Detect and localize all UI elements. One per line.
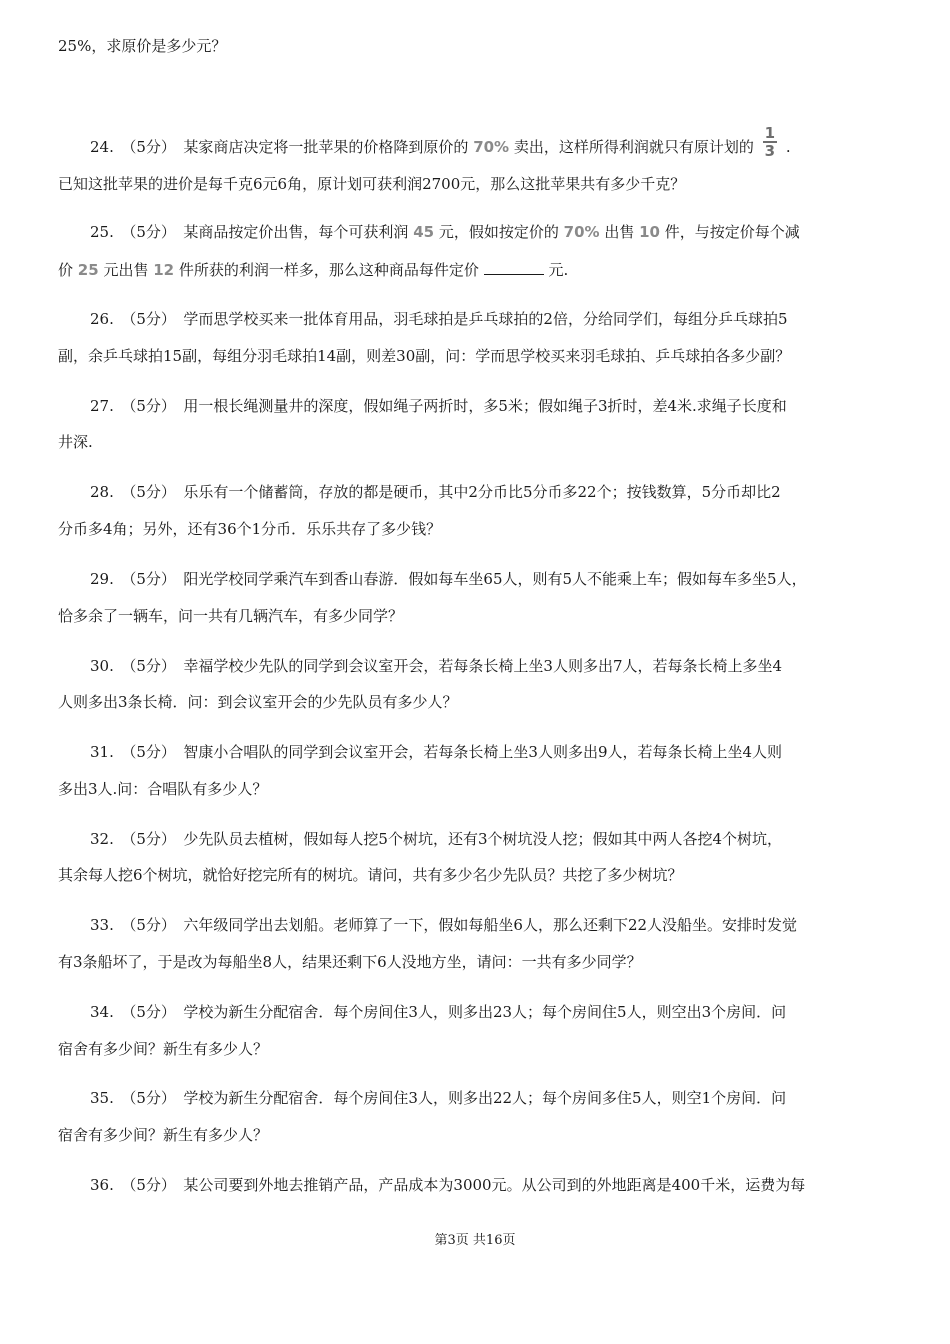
question-29-line-2: 恰多余了一辆车，问一共有几辆汽车，有多少同学？ [58,607,404,625]
question-27-line-1: 27. （5分） 用一根长绳测量井的深度，假如绳子两折时，多5米；假如绳子3折时，差4米.求绳子长度和 [90,397,787,415]
question-32-line-1: 32. （5分） 少先队员去植树，假如每人挖5个树坑，还有3个树坑没人挖；假如其中两人各挖4个树坑， [90,830,783,848]
q25-text-h: 元. [548,261,569,279]
q25-percent-70: 70% [563,223,600,241]
question-28-line-2: 分币多4角；另外，还有36个1分币．乐乐共存了多少钱？ [58,520,442,538]
q25-text-b: 元，假如按定价的 [438,223,559,241]
question-35-line-1: 35. （5分） 学校为新生分配宿舍．每个房间住3人，则多出22人；每个房间多住5人，则空1个房间．问 [90,1089,787,1107]
q24-percent: 70% [473,138,510,156]
question-26-line-2: 副，余乒乓球拍15副，每组分羽毛球拍14副，则差30副，问：学而思学校买来羽毛球拍、乒乓球拍各多少副？ [58,347,791,365]
question-25-line-2 [58,260,568,280]
question-29-line-1: 29. （5分） 阳光学校同学乘汽车到香山春游．假如每车坐65人，则有5人不能乘上车；假如每车多坐5人， [90,570,807,588]
question-31-line-2: 多出3人.问：合唱队有多少人？ [58,780,268,798]
question-34-line-1: 34. （5分） 学校为新生分配宿舍．每个房间住3人，则多出23人；每个房间住5人，则空出3个房间．问 [90,1003,787,1021]
q25-text-d: 件，与按定价每个减 [664,223,800,241]
q25-text-f: 元出售 [103,261,149,279]
question-27-line-2: 井深. [58,433,93,451]
q25-num-12: 12 [153,261,175,279]
page-footer: 第3页 共16页 [434,1233,516,1248]
question-24-line-2: 已知这批苹果的进价是每千克6元6角，原计划可获利润2700元，那么这批苹果共有多少千克？ [58,175,686,193]
q25-answer-blank[interactable] [484,260,544,275]
question-25-line-1 [90,222,800,242]
question-32-line-2: 其余每人挖6个树坑，就恰好挖完所有的树坑。请问，共有多少名少先队员？共挖了多少树坑？ [58,866,683,884]
q25-text-a: 25. （5分） 某商品按定价出售，每个可获利润 [90,223,409,241]
q24-text-b: 卖出，这样所得利润就只有原计划的 [513,138,754,156]
question-33-line-1: 33. （5分） 六年级同学出去划船。老师算了一下，假如每船坐6人，那么还剩下22人没船坐。安排时发觉 [90,916,798,934]
question-26-line-1: 26. （5分） 学而思学校买来一批体育用品，羽毛球拍是乒乓球拍的2倍，分给同学们，每组分乒乓球拍5 [90,310,788,328]
question-34-line-2: 宿舍有多少间？新生有多少人？ [58,1040,269,1058]
q25-text-c: 出售 [604,223,635,241]
q24-text-c: . [785,138,791,156]
question-33-line-2: 有3条船坏了，于是改为每船坐8人，结果还剩下6人没地方坐，请问：一共有多少同学？ [58,953,642,971]
question-28-line-1: 28. （5分） 乐乐有一个储蓄筒，存放的都是硬币，其中2分币比5分币多22个；按钱数算，5分币却比2 [90,483,781,501]
question-35-line-2: 宿舍有多少间？新生有多少人？ [58,1126,269,1144]
q25-text-e: 价 [58,261,74,279]
q24-fraction [763,125,777,159]
q24-fraction-denominator: 3 [764,142,776,160]
question-31-line-1: 31. （5分） 智康小合唱队的同学到会议室开会，若每条长椅上坐3人则多出9人，若每条长椅上坐4人则 [90,743,783,761]
q25-text-g: 件所获的利润一样多，那么这种商品每件定价 [178,261,479,279]
question-30-line-1: 30. （5分） 幸福学校少先队的同学到会议室开会，若每条长椅上坐3人则多出7人，若每条长椅上多坐4 [90,657,783,675]
q24-fraction-numerator: 1 [764,124,776,142]
q25-num-10: 10 [639,223,660,241]
question-24-line-1 [90,124,791,165]
question-36-line-1: 36. （5分） 某公司要到外地去推销产品，产品成本为3000元。从公司到的外地距离是400千米，运费为每 [90,1176,806,1194]
q25-num-45: 45 [413,223,435,241]
q24-text-a: 24. （5分） 某家商店决定将一批苹果的价格降到原价的 [90,138,469,156]
q25-num-25: 25 [77,261,99,279]
question-30-line-2: 人则多出3条长椅．问：到会议室开会的少先队员有多少人？ [58,693,458,711]
question-23-tail: 25%，求原价是多少元？ [58,37,227,55]
